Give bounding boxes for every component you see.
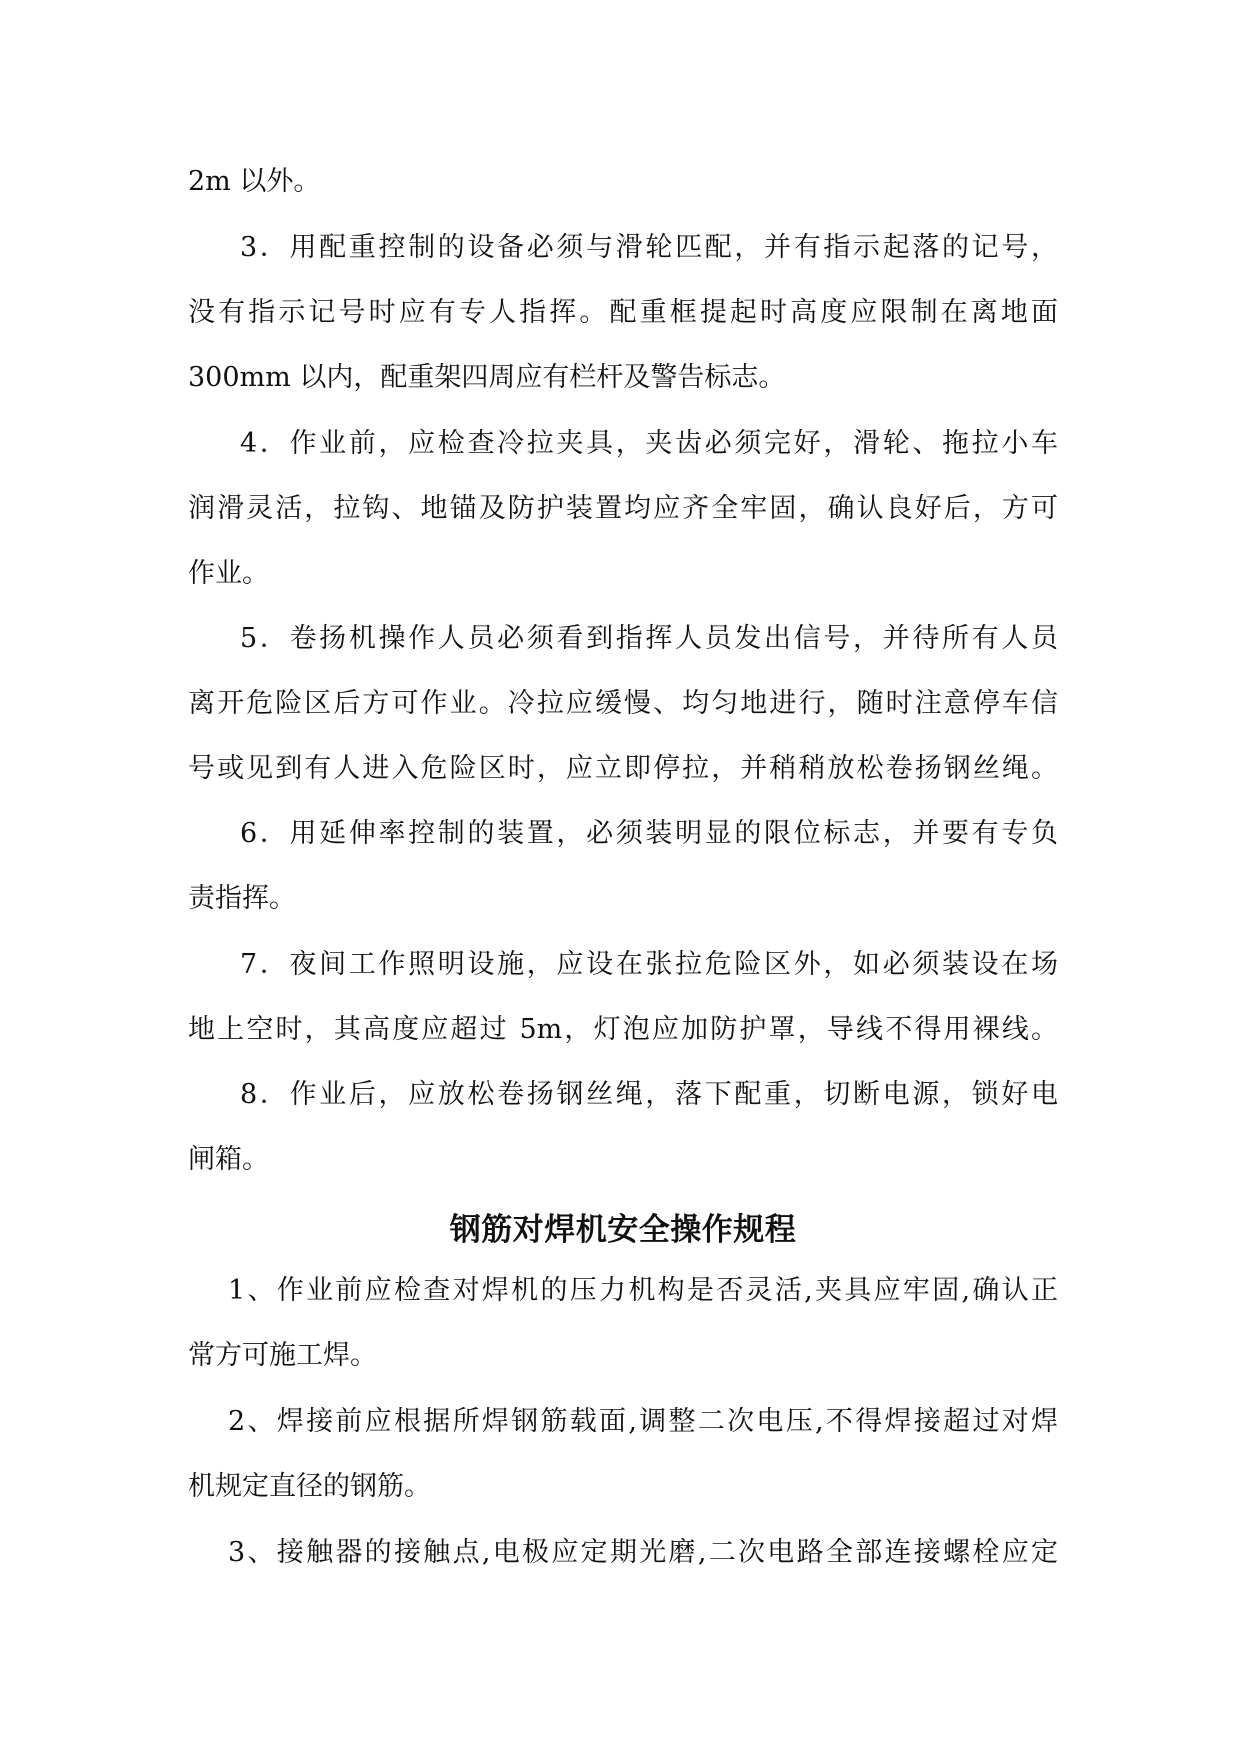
text-line: 6．用延伸率控制的装置，必须装明显的限位标志，并要有专负 bbox=[240, 818, 1058, 849]
text-line: 作业。 bbox=[188, 558, 269, 589]
text-line: 常方可施工焊。 bbox=[188, 1340, 377, 1371]
text-line: 责指挥。 bbox=[188, 883, 296, 914]
section-heading: 钢筋对焊机安全操作规程 bbox=[449, 1212, 797, 1248]
text-line: 离开危险区后方可作业。冷拉应缓慢、均匀地进行，随时注意停车信 bbox=[188, 688, 1058, 719]
text-line: 地上空时，其高度应超过 5m，灯泡应加防护罩，导线不得用裸线。 bbox=[188, 1014, 1058, 1045]
text-line: 4．作业前，应检查冷拉夹具，夹齿必须完好，滑轮、拖拉小车 bbox=[240, 428, 1058, 459]
text-line: 300mm 以内，配重架四周应有栏杆及警告标志。 bbox=[188, 362, 786, 393]
text-line: 闸箱。 bbox=[188, 1144, 269, 1175]
text-line: 7．夜间工作照明设施，应设在张拉危险区外，如必须装设在场 bbox=[240, 949, 1058, 980]
text-line: 没有指示记号时应有专人指挥。配重框提起时高度应限制在离地面 bbox=[188, 297, 1058, 328]
text-line: 2m 以外。 bbox=[188, 166, 321, 197]
text-line: 1、作业前应检查对焊机的压力机构是否灵活,夹具应牢固,确认正 bbox=[228, 1275, 1058, 1306]
text-line: 3．用配重控制的设备必须与滑轮匹配，并有指示起落的记号， bbox=[240, 232, 1058, 263]
text-line: 8．作业后，应放松卷扬钢丝绳，落下配重，切断电源，锁好电 bbox=[240, 1079, 1058, 1110]
text-line: 3、接触器的接触点,电极应定期光磨,二次电路全部连接螺栓应定 bbox=[228, 1537, 1058, 1568]
text-line: 号或见到有人进入危险区时，应立即停拉，并稍稍放松卷扬钢丝绳。 bbox=[188, 753, 1058, 784]
text-line: 润滑灵活，拉钩、地锚及防护装置均应齐全牢固，确认良好后，方可 bbox=[188, 493, 1058, 524]
text-line: 2、焊接前应根据所焊钢筋载面,调整二次电压,不得焊接超过对焊 bbox=[228, 1406, 1058, 1437]
text-line: 5．卷扬机操作人员必须看到指挥人员发出信号，并待所有人员 bbox=[240, 623, 1058, 654]
text-line: 机规定直径的钢筋。 bbox=[188, 1471, 431, 1502]
